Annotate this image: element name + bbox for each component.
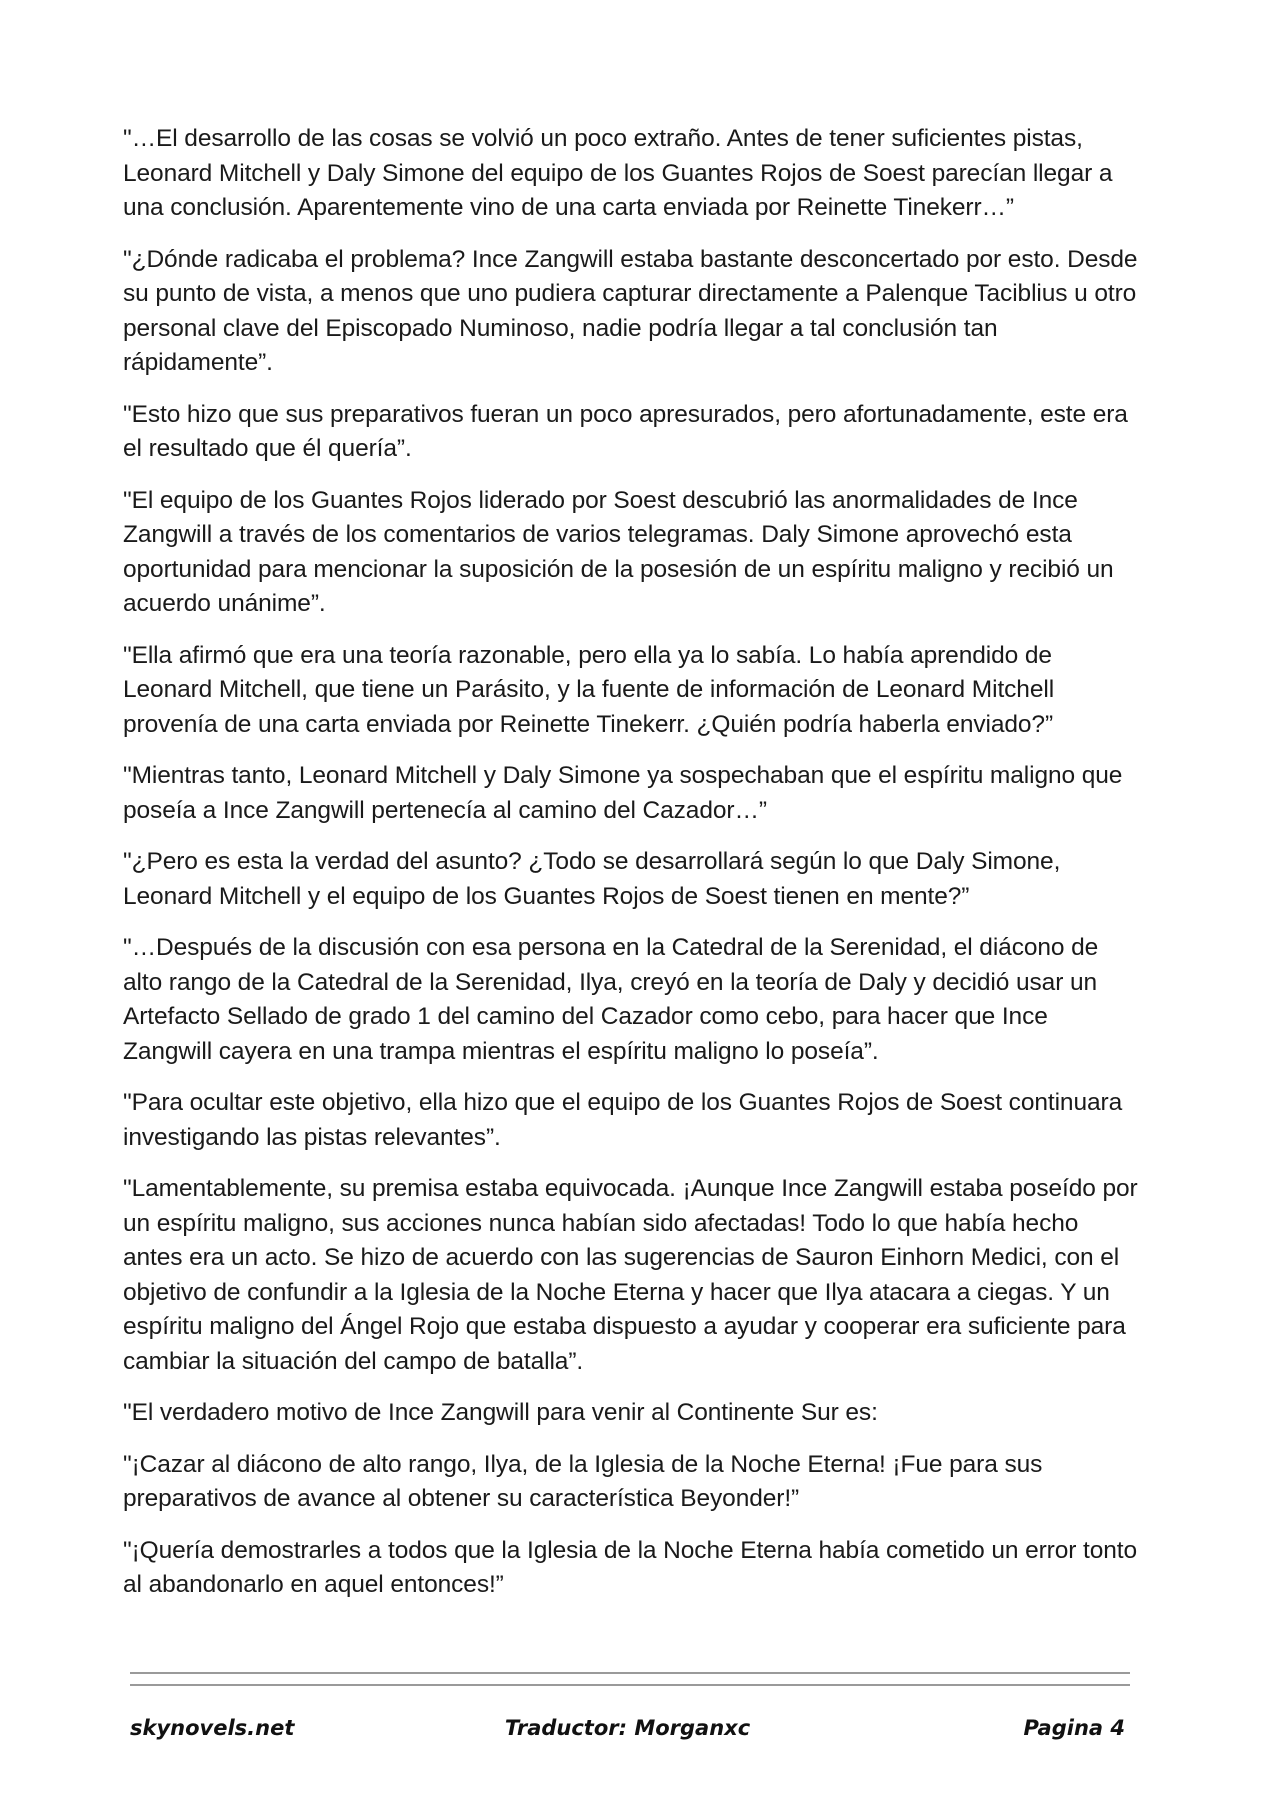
paragraph-8: "…Después de la discusión con esa persona en la Catedral de la Serenidad, el diácono de alto rango de la Catedral de la Serenidad, Ilya, creyó en la teoría de Daly y decidió usar un Artefacto Sellado de grado 1 del camino del Cazador como cebo, para hacer que Ince Zangwill cayera en una trampa mientras el espíritu maligno lo poseía”. bbox=[123, 934, 1099, 1065]
paragraph-11: "El verdadero motivo de Ince Zangwill para venir al Continente Sur es: bbox=[123, 1399, 878, 1426]
paragraph-12: "¡Cazar al diácono de alto rango, Ilya, de la Iglesia de la Noche Eterna! ¡Fue para sus preparativos de avance al obtener su característica Beyonder!” bbox=[123, 1450, 1043, 1512]
footer-divider-top bbox=[130, 1672, 1130, 1674]
page-footer bbox=[130, 1716, 1125, 1750]
paragraph-1: "…El desarrollo de las cosas se volvió un poco extraño. Antes de tener suficientes pistas, Leonard Mitchell y Daly Simone del equipo de los Guantes Rojos de Soest parecían llegar a una conclusión. Aparentemente vino de una carta enviada por Reinette Tinekerr…” bbox=[123, 125, 1113, 221]
paragraph-2: "¿Dónde radicaba el problema? Ince Zangwill estaba bastante desconcertado por esto. Desde su punto de vista, a menos que uno pudiera capturar directamente a Palenque Taciblius u otro personal clave del Episcopado Numinoso, nadie podría llegar a tal conclusión tan rápidamente”. bbox=[123, 245, 1138, 376]
footer-divider-bottom bbox=[130, 1684, 1130, 1686]
paragraph-9: "Para ocultar este objetivo, ella hizo que el equipo de los Guantes Rojos de Soest continuara investigando las pistas relevantes”. bbox=[123, 1089, 1123, 1151]
footer-site: skynovels.net bbox=[130, 1716, 295, 1740]
paragraph-7: "¿Pero es esta la verdad del asunto? ¿Todo se desarrollará según lo que Daly Simone, Leonard Mitchell y el equipo de los Guantes Rojos de Soest tienen en mente?” bbox=[123, 848, 1061, 910]
chapter-text bbox=[123, 122, 1138, 1620]
paragraph-3: "Esto hizo que sus preparativos fueran un poco apresurados, pero afortunadamente, este era el resultado que él quería”. bbox=[123, 400, 1128, 462]
paragraph-5: "Ella afirmó que era una teoría razonable, pero ella ya lo sabía. Lo había aprendido de Leonard Mitchell, que tiene un Parásito, y la fuente de información de Leonard Mitchell provenía de una carta enviada por Reinette Tinekerr. ¿Quién podría haberla enviado?” bbox=[123, 641, 1055, 738]
paragraph-10: "Lamentablemente, su premisa estaba equivocada. ¡Aunque Ince Zangwill estaba poseído por un espíritu maligno, sus acciones nunca habían sido afectadas! Todo lo que había hecho antes era un acto. Se hizo de acuerdo con las sugerencias de Sauron Einhorn Medici, con el objetivo de confundir a la Iglesia de la Noche Eterna y hacer que Ilya atacara a ciegas. Y un espíritu maligno del Ángel Rojo que estaba dispuesto a ayudar y cooperar era suficiente para cambiar la situación del campo de batalla”. bbox=[123, 1175, 1138, 1375]
footer-page-number: Pagina 4 bbox=[1023, 1716, 1125, 1740]
paragraph-6: "Mientras tanto, Leonard Mitchell y Daly Simone ya sospechaban que el espíritu maligno que poseía a Ince Zangwill pertenecía al camino del Cazador…” bbox=[123, 762, 1123, 824]
footer-translator: Traductor: Morganxc bbox=[504, 1716, 751, 1740]
paragraph-13: "¡Quería demostrarles a todos que la Iglesia de la Noche Eterna había cometido un error tonto al abandonarlo en aquel entonces!” bbox=[123, 1536, 1138, 1598]
paragraph-4: "El equipo de los Guantes Rojos liderado por Soest descubrió las anormalidades de Ince Zangwill a través de los comentarios de varios telegramas. Daly Simone aprovechó esta oportunidad para mencionar la suposición de la posesión de un espíritu maligno y recibió un acuerdo unánime”. bbox=[123, 486, 1114, 617]
